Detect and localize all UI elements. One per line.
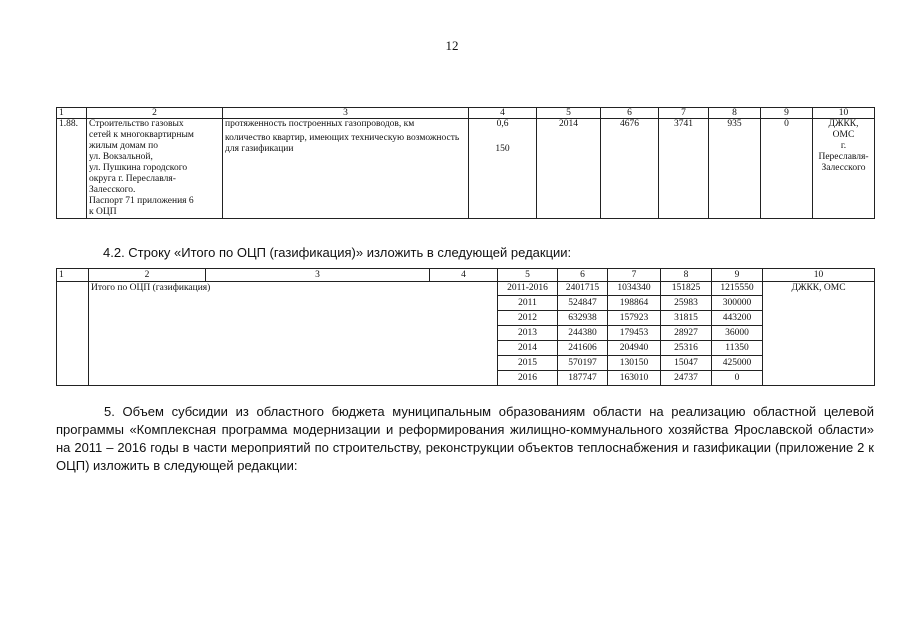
table-row xyxy=(57,282,875,296)
header-cell: 10 xyxy=(763,269,875,282)
header-cell: 1 xyxy=(57,269,89,282)
value-cell: 15047 xyxy=(661,356,712,371)
value-cell: 179453 xyxy=(608,326,661,341)
section-heading: 4.2. Строку «Итого по ОЦП (газификация)» изложить в следующей редакции: xyxy=(103,245,572,260)
value-cell: 570197 xyxy=(558,356,608,371)
value-cell: 157923 xyxy=(608,311,661,326)
value-cell: 28927 xyxy=(661,326,712,341)
year-cell: 2011 xyxy=(498,296,558,311)
value-cell: 443200 xyxy=(712,311,763,326)
project-name xyxy=(87,119,223,219)
value-cell: 151825 xyxy=(661,282,712,296)
name-line: Строительство газовых xyxy=(89,119,184,129)
header-cell: 6 xyxy=(601,108,659,119)
row-number: 1.88. xyxy=(57,119,87,219)
name-line: ул. Вокзальной, xyxy=(89,152,153,162)
name-line: жилым домам по xyxy=(89,141,158,151)
total-cell: 4676 xyxy=(601,119,659,219)
year-cell: 2011-2016 xyxy=(498,282,558,296)
executor-cell xyxy=(813,119,875,219)
value-cell: 1034340 xyxy=(608,282,661,296)
value-length: 0,6 xyxy=(496,119,509,129)
name-line: сетей к многоквартирным xyxy=(89,130,194,140)
header-cell: 9 xyxy=(712,269,763,282)
value-cell: 632938 xyxy=(558,311,608,326)
table-row xyxy=(57,119,875,219)
year-cell: 2014 xyxy=(537,119,601,219)
executor-line: ОМС xyxy=(832,130,855,140)
header-cell: 1 xyxy=(57,108,87,119)
value-cell: 198864 xyxy=(608,296,661,311)
col8-cell: 935 xyxy=(709,119,761,219)
paragraph-5: 5. Объем субсидии из областного бюджета муниципальным образованиям области на реализацию областной целевой программы «Комплексная программа модернизации и реформирования жилищно-коммунального хозяйства Ярославской области» на 2011 – 2016 годы в части мероприятий по строительству, реконструкции объектов теплоснабжения и газификации (приложение 2 к ОЦП) изложить в следующей редакции: xyxy=(56,404,874,473)
value-cell: 36000 xyxy=(712,326,763,341)
header-cell: 8 xyxy=(709,108,761,119)
header-cell: 8 xyxy=(661,269,712,282)
totals-table xyxy=(56,268,875,386)
executor-line: Залесского xyxy=(821,163,866,173)
table-header-row xyxy=(57,269,875,282)
value-cell: 163010 xyxy=(608,371,661,386)
col7-cell: 3741 xyxy=(659,119,709,219)
year-cell: 2015 xyxy=(498,356,558,371)
value-cell: 244380 xyxy=(558,326,608,341)
page-number: 12 xyxy=(445,38,459,53)
value-cell: 2401715 xyxy=(558,282,608,296)
indicator-length: протяженность построенных газопроводов, км xyxy=(225,119,415,129)
indicator-apartments: количество квартир, имеющих техническую возможность для газификации xyxy=(225,133,460,154)
value-cell: 11350 xyxy=(712,341,763,356)
year-cell: 2013 xyxy=(498,326,558,341)
table-header-row xyxy=(57,108,875,119)
value-cell: 524847 xyxy=(558,296,608,311)
value-cell: 25316 xyxy=(661,341,712,356)
value-cell: 241606 xyxy=(558,341,608,356)
header-cell: 5 xyxy=(537,108,601,119)
name-line: к ОЦП xyxy=(89,207,117,217)
header-cell: 10 xyxy=(813,108,875,119)
value-cell: 0 xyxy=(712,371,763,386)
year-cell: 2014 xyxy=(498,341,558,356)
col9-cell: 0 xyxy=(761,119,813,219)
header-cell: 3 xyxy=(223,108,469,119)
value-cell: 130150 xyxy=(608,356,661,371)
header-cell: 4 xyxy=(469,108,537,119)
value-cell: 425000 xyxy=(712,356,763,371)
year-cell: 2016 xyxy=(498,371,558,386)
value-cell: 1215550 xyxy=(712,282,763,296)
name-line: Залесского. xyxy=(89,185,136,195)
executor-cell: ДЖКК, ОМС xyxy=(763,282,875,386)
header-cell: 3 xyxy=(206,269,430,282)
header-cell: 2 xyxy=(87,108,223,119)
header-cell: 6 xyxy=(558,269,608,282)
value-cell: 25983 xyxy=(661,296,712,311)
header-cell: 7 xyxy=(659,108,709,119)
name-line: Паспорт 71 приложения 6 xyxy=(89,196,194,206)
indicator-values xyxy=(469,119,537,219)
empty-cell xyxy=(57,282,89,386)
value-cell: 31815 xyxy=(661,311,712,326)
header-cell: 5 xyxy=(498,269,558,282)
value-cell: 204940 xyxy=(608,341,661,356)
project-table xyxy=(56,107,875,219)
header-cell: 4 xyxy=(430,269,498,282)
value-cell: 300000 xyxy=(712,296,763,311)
totals-label: Итого по ОЦП (газификация) xyxy=(89,282,498,386)
executor-line: ДЖКК, xyxy=(828,119,859,129)
header-cell: 9 xyxy=(761,108,813,119)
indicators xyxy=(223,119,469,219)
header-cell: 2 xyxy=(89,269,206,282)
value-cell: 187747 xyxy=(558,371,608,386)
header-cell: 7 xyxy=(608,269,661,282)
name-line: ул. Пушкина городского xyxy=(89,163,188,173)
value-cell: 24737 xyxy=(661,371,712,386)
value-apartments: 150 xyxy=(495,144,510,154)
name-line: округа г. Переславля- xyxy=(89,174,176,184)
year-cell: 2012 xyxy=(498,311,558,326)
executor-line: г. Переславля- xyxy=(818,141,869,162)
